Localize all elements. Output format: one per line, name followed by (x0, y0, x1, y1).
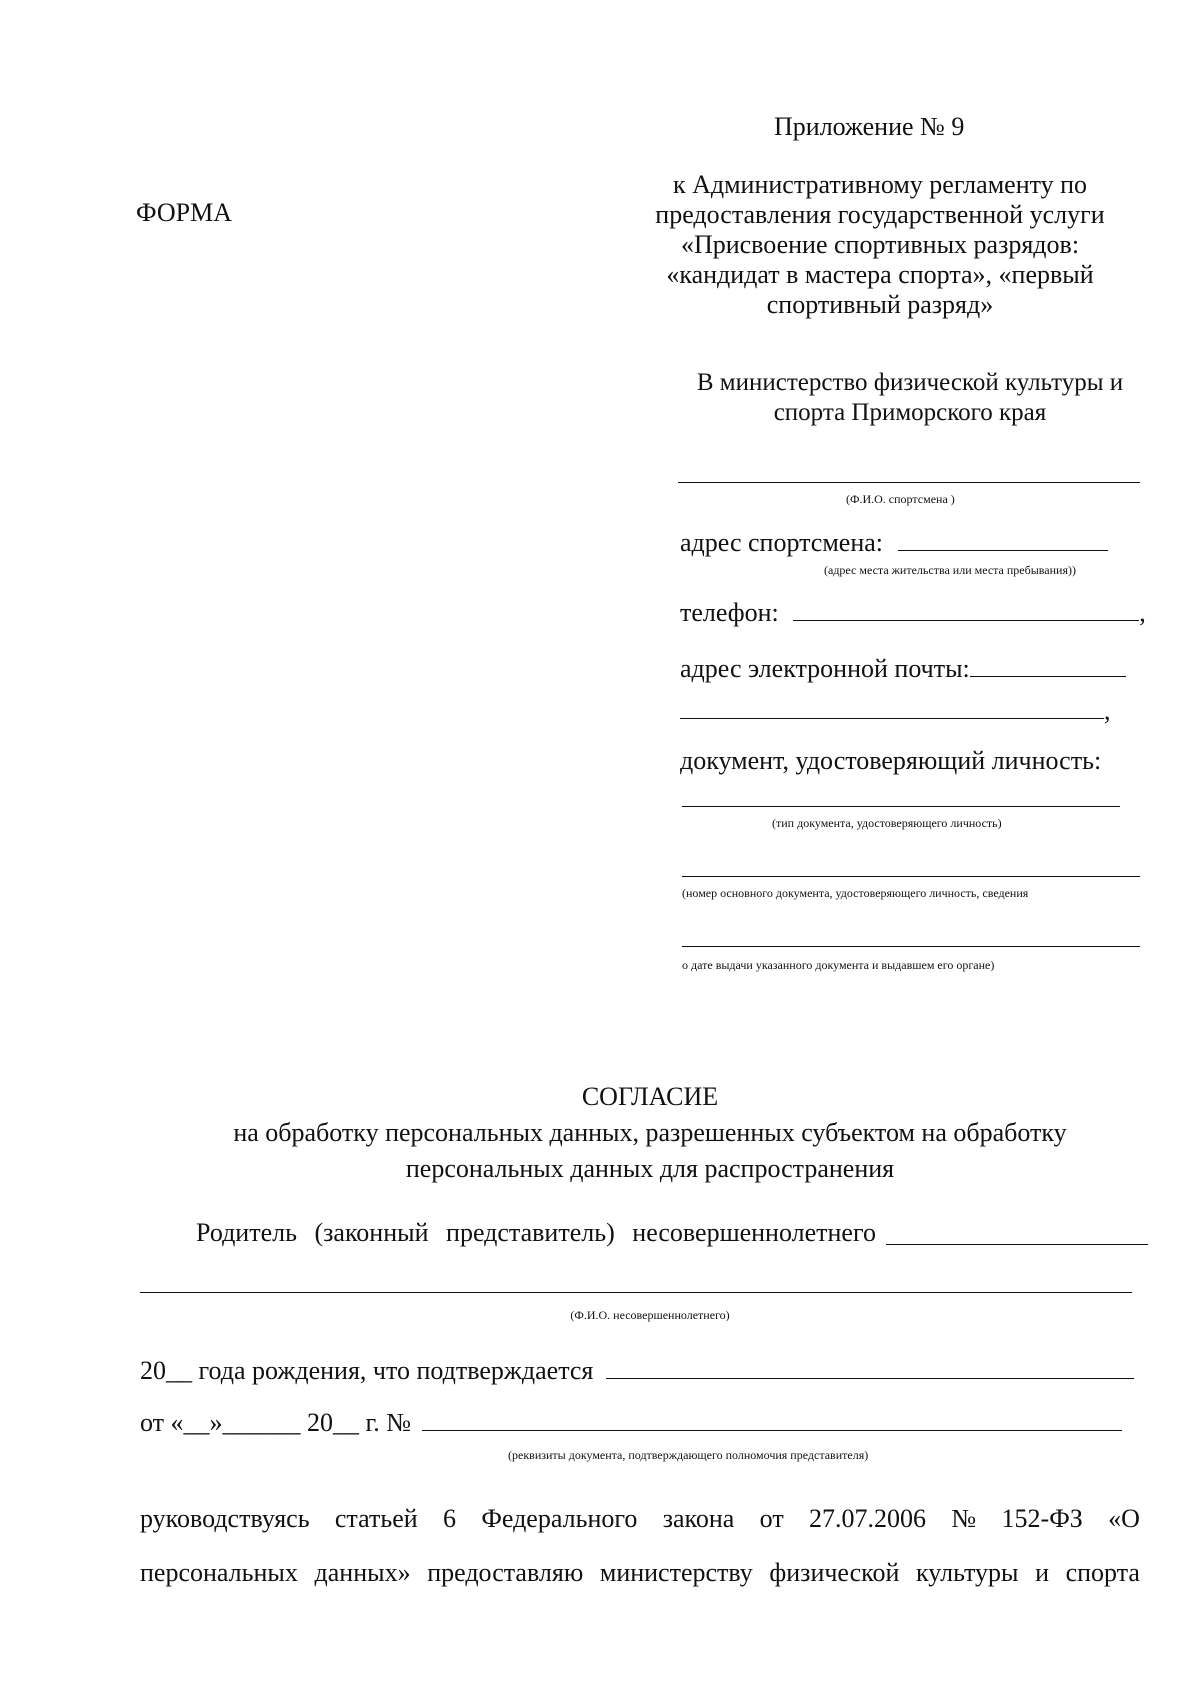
email-label: адрес электронной почты: (680, 654, 970, 683)
consent-subtitle-line: персональных данных для распространения (405, 1154, 895, 1183)
address-caption: (адрес места жительства или места пребывания)) (824, 563, 1076, 577)
parent-word: представитель) (446, 1218, 615, 1247)
email-row-2 (680, 696, 1111, 726)
body-word: Федерального (481, 1504, 638, 1533)
birth-text: 20__ года рождения, что подтверждается (140, 1356, 594, 1385)
body-word: и (1035, 1558, 1049, 1587)
address-field[interactable] (898, 528, 1108, 551)
athlete-fio-caption: (Ф.И.О. спортсмена ) (846, 492, 955, 506)
regulation-line: спортивный разряд» (766, 290, 994, 319)
id-number-line[interactable] (682, 876, 1140, 877)
id-issue-caption: о дате выдачи указанного документа и выдавшем его органе) (682, 958, 995, 972)
parent-word: Родитель (196, 1218, 297, 1247)
body-word: 27.07.2006 (809, 1504, 927, 1533)
appendix-number: Приложение № 9 (774, 112, 965, 141)
form-label: ФОРМА (136, 198, 232, 227)
email-row (680, 654, 1126, 684)
representative-doc-caption: (реквизиты документа, подтверждающего полномочия представителя) (508, 1448, 869, 1462)
id-issue-line[interactable] (682, 946, 1140, 947)
body-word: закона (662, 1504, 735, 1533)
body-word: 6 (443, 1504, 456, 1533)
addressee (680, 368, 1140, 428)
parent-name-field[interactable] (886, 1244, 1148, 1245)
email-trailing-comma: , (1104, 696, 1111, 725)
athlete-fio-line[interactable] (678, 482, 1140, 483)
id-number-caption: (номер основного документа, удостоверяющего личность, сведения (682, 886, 1029, 900)
phone-trailing-comma: , (1139, 598, 1146, 627)
body-word: 152-ФЗ (1001, 1504, 1083, 1533)
body-line-1 (140, 1504, 1140, 1534)
address-label: адрес спортсмена: (680, 528, 883, 557)
email-field[interactable] (970, 654, 1126, 677)
consent-title: СОГЛАСИЕ (581, 1082, 719, 1111)
body-word: физической (769, 1558, 900, 1587)
id-document-label: документ, удостоверяющий личность: (680, 746, 1102, 775)
id-type-caption: (тип документа, удостоверяющего личность) (772, 816, 1002, 830)
addressee-line: В министерство физической культуры и (696, 369, 1124, 396)
body-word: персональных (140, 1558, 298, 1587)
regulation-line: предоставления государственной услуги (655, 200, 1105, 229)
parent-word: (законный (314, 1218, 429, 1247)
body-word: № (951, 1504, 977, 1533)
id-type-line[interactable] (682, 806, 1120, 807)
confirmation-doc-field[interactable] (606, 1356, 1134, 1379)
phone-row (680, 598, 1146, 628)
body-line-2 (140, 1558, 1140, 1588)
body-word: данных» (314, 1558, 411, 1587)
email-field-continued[interactable] (680, 696, 1104, 719)
parent-row (196, 1218, 876, 1248)
minor-fio-line[interactable] (140, 1292, 1132, 1293)
minor-fio-caption: (Ф.И.О. несовершеннолетнего) (570, 1308, 730, 1322)
body-word: министерству (599, 1558, 753, 1587)
doc-number-field[interactable] (422, 1408, 1122, 1431)
phone-label: телефон: (680, 598, 779, 627)
body-word: от (759, 1504, 784, 1533)
body-word: спорта (1065, 1558, 1140, 1587)
consent-subtitle-line: на обработку персональных данных, разрешенных субъектом на обработку (233, 1118, 1067, 1147)
body-word: культуры (916, 1558, 1019, 1587)
address-row (680, 528, 1108, 558)
doc-date-row (140, 1408, 1122, 1438)
regulation-line: «кандидат в мастера спорта», «первый (666, 260, 1094, 289)
regulation-line: «Присвоение спортивных разрядов: (680, 230, 1080, 259)
body-word: руководствуясь (140, 1504, 310, 1533)
parent-word: несовершеннолетнего (632, 1218, 876, 1247)
doc-date-text: от «__»______ 20__ г. № (140, 1408, 412, 1437)
body-word: статьей (334, 1504, 418, 1533)
regulation-reference (620, 170, 1140, 320)
body-word: предоставляю (427, 1558, 584, 1587)
addressee-line: спорта Приморского края (773, 399, 1047, 426)
birth-row (140, 1356, 1134, 1386)
regulation-line: к Административному регламенту по (672, 170, 1088, 199)
phone-field[interactable] (793, 598, 1139, 621)
body-word: «О (1108, 1504, 1140, 1533)
